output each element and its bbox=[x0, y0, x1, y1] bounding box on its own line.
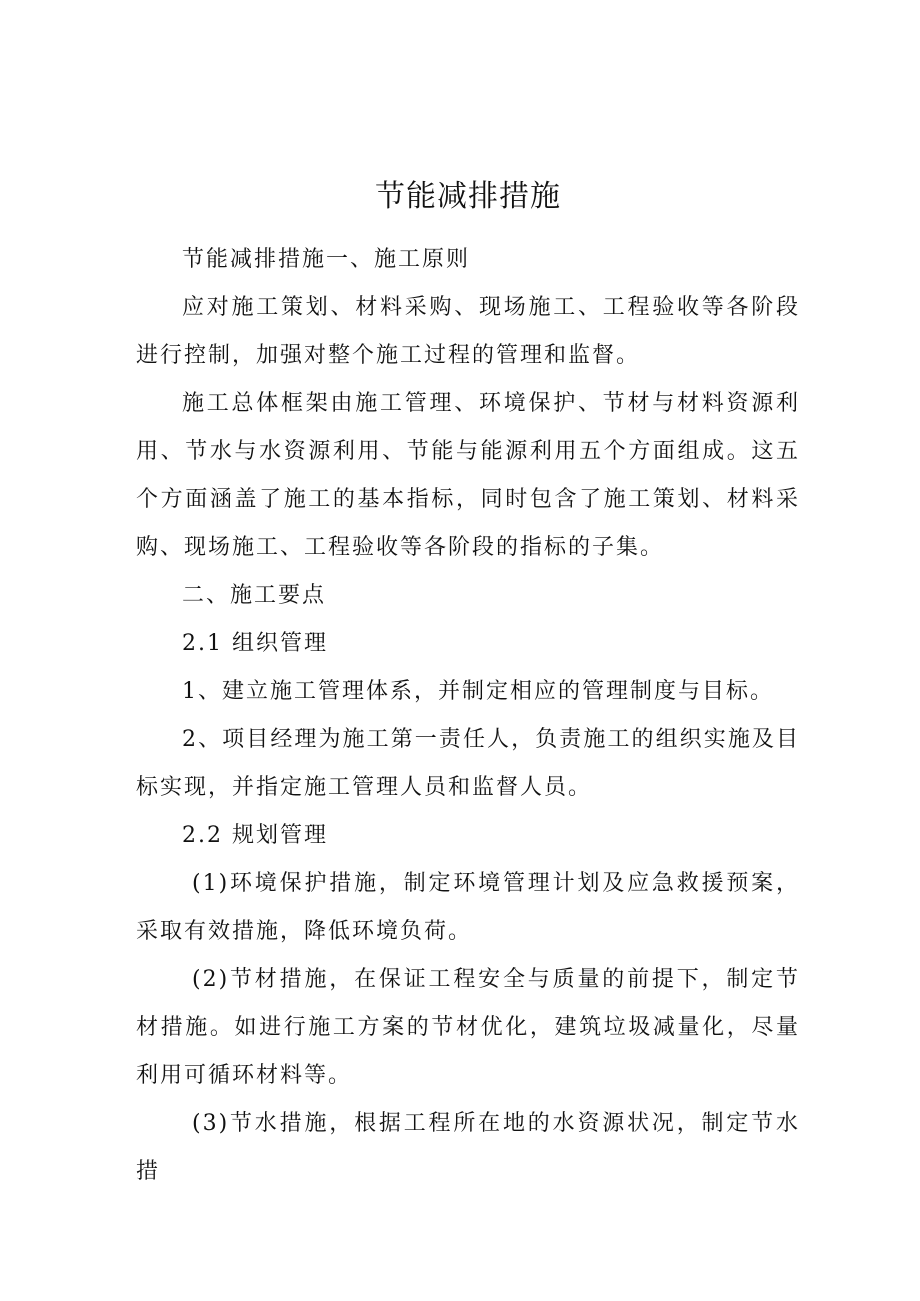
paragraph-project-manager: 2、项目经理为施工第一责任人，负责施工的组织实施及目标实现，并指定施工管理人员和监督人员。 bbox=[136, 727, 800, 800]
subsection-heading-organization: 2.1 组织管理 bbox=[182, 631, 328, 656]
section-heading-key-points: 二、施工要点 bbox=[182, 583, 327, 608]
document-title: 节能减排措施 bbox=[375, 179, 561, 214]
paragraph-overall-framework: 施工总体框架由施工管理、环境保护、节材与材料资源利用、节水与水资源利用、节能与能源利用五个方面组成。这五个方面涵盖了施工的基本指标，同时包含了施工策划、材料采购、现场施工、工程验收等各阶段的指标的子集。 bbox=[136, 391, 800, 560]
list-item-material-saving: (2)节材措施，在保证工程安全与质量的前提下，制定节材措施。如进行施工方案的节材优化，建筑垃圾减量化，尽量利用可循环材料等。 bbox=[136, 967, 800, 1088]
list-item-water-saving: (3)节水措施，根据工程所在地的水资源状况，制定节水措 bbox=[136, 1111, 800, 1184]
list-item-environmental-protection: (1)环境保护措施，制定环境管理计划及应急救援预案，采取有效措施，降低环境负荷。 bbox=[136, 871, 800, 944]
subsection-heading-planning: 2.2 规划管理 bbox=[182, 823, 328, 848]
paragraph-stage-control: 应对施工策划、材料采购、现场施工、工程验收等各阶段进行控制，加强对整个施工过程的管理和监督。 bbox=[136, 295, 800, 368]
paragraph-management-system: 1、建立施工管理体系，并制定相应的管理制度与目标。 bbox=[182, 679, 774, 704]
paragraph-construction-principles: 节能减排措施一、施工原则 bbox=[182, 247, 471, 272]
